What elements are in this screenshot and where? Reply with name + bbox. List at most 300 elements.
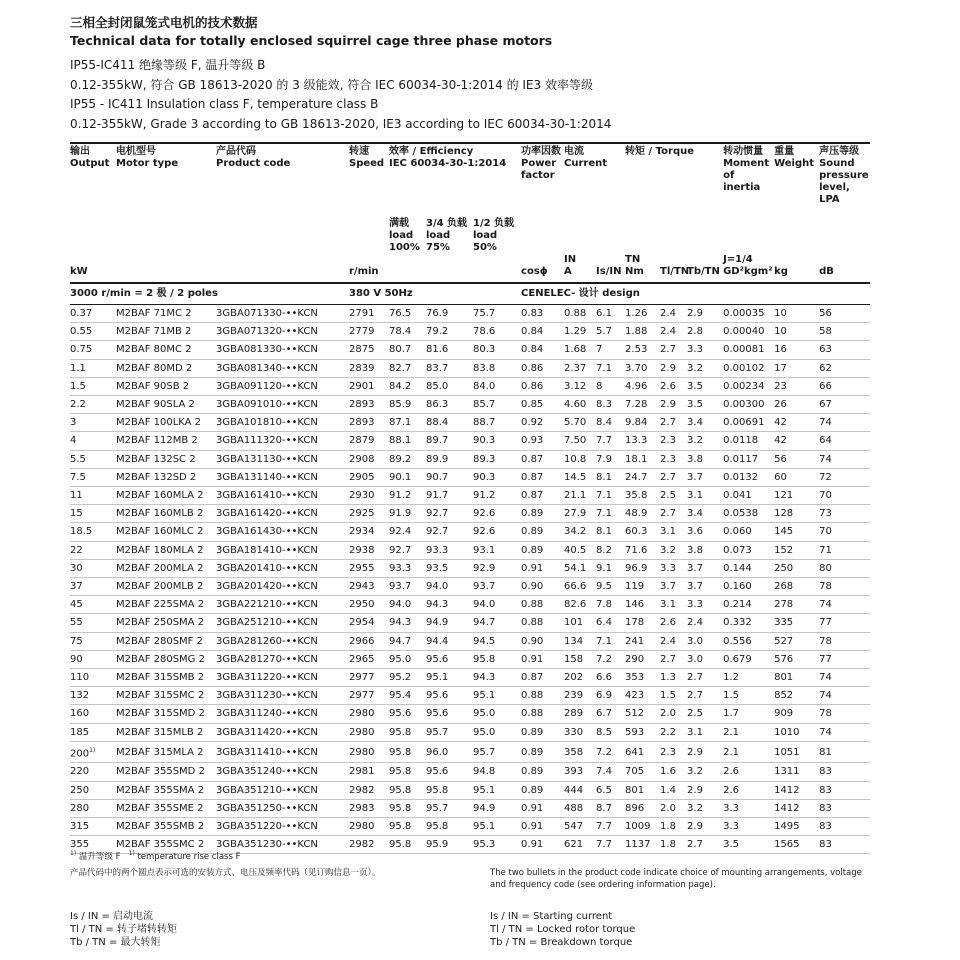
table-row: [70, 705, 870, 723]
cell-eff-75: 76.9: [426, 305, 473, 323]
cell-product-code: 3GBA091010-••KCN: [216, 396, 349, 414]
cell-power-factor: 0.92: [521, 414, 564, 432]
cell-weight: 268: [774, 578, 819, 596]
cell-eff-50: 94.9: [473, 799, 521, 817]
table-row: [70, 741, 870, 763]
cell-speed: 2977: [349, 669, 389, 687]
cell-weight: 145: [774, 523, 819, 541]
power-factor-unit: cosϕ: [521, 254, 564, 283]
cell-eff-100: 87.1: [389, 414, 426, 432]
cell-sound: 83: [819, 818, 870, 836]
cell-output: 200$^{1)}$: [70, 741, 116, 763]
cell-tl-tn: 2.0: [660, 705, 687, 723]
cell-inertia: 0.0132: [723, 468, 774, 486]
cell-tl-tn: 2.9: [660, 359, 687, 377]
legend-chinese: [70, 910, 177, 949]
cell-output: 0.37: [70, 305, 116, 323]
cell-eff-50: 94.5: [473, 632, 521, 650]
cell-sound: 81: [819, 741, 870, 763]
cell-inertia: 1.5: [723, 687, 774, 705]
spec-line-3: IP55 - IC411 Insulation class F, temperature class B: [70, 97, 379, 111]
cell-output: 45: [70, 596, 116, 614]
cell-tb-tn: 3.3: [687, 341, 723, 359]
cell-power-factor: 0.87: [521, 468, 564, 486]
cell-tl-tn: 2.6: [660, 614, 687, 632]
cell-is-in: 6.5: [596, 781, 625, 799]
cell-output: 355: [70, 836, 116, 854]
cell-eff-50: 93.1: [473, 541, 521, 559]
cell-tl-tn: 2.4: [660, 305, 687, 323]
cell-tl-tn: 3.1: [660, 523, 687, 541]
cell-motor-type: M2BAF 160MLC 2: [116, 523, 216, 541]
eff-full-load-header: 满载 load 100%: [389, 218, 420, 253]
cell-eff-100: 91.9: [389, 505, 426, 523]
cell-is-in: 7.9: [596, 450, 625, 468]
cell-speed: 2980: [349, 723, 389, 741]
cell-current: 202: [564, 669, 596, 687]
cell-inertia: 3.5: [723, 836, 774, 854]
cell-current: 4.60: [564, 396, 596, 414]
cell-product-code: 3GBA161420-••KCN: [216, 505, 349, 523]
cell-motor-type: M2BAF 280SMF 2: [116, 632, 216, 650]
cell-eff-50: 94.0: [473, 596, 521, 614]
cell-tb-tn: 2.9: [687, 818, 723, 836]
cell-current: 547: [564, 818, 596, 836]
cell-power-factor: 0.86: [521, 359, 564, 377]
cell-motor-type: M2BAF 315SMC 2: [116, 687, 216, 705]
cell-is-in: 8.5: [596, 723, 625, 741]
cell-tb-tn: 2.4: [687, 614, 723, 632]
table-row: [70, 523, 870, 541]
table-row: [70, 614, 870, 632]
cell-inertia: 0.214: [723, 596, 774, 614]
cell-eff-100: 95.8: [389, 781, 426, 799]
legend-en-breakdown: Tb / TN = Breakdown torque: [490, 937, 633, 948]
cell-current: 158: [564, 650, 596, 668]
cell-tl-tn: 1.6: [660, 763, 687, 781]
cell-power-factor: 0.89: [521, 741, 564, 763]
cell-torque-tn: 146: [625, 596, 660, 614]
cell-speed: 2879: [349, 432, 389, 450]
cell-sound: 74: [819, 596, 870, 614]
cell-tb-tn: 3.4: [687, 505, 723, 523]
cell-eff-50: 91.2: [473, 487, 521, 505]
cell-sound: 74: [819, 669, 870, 687]
cell-eff-50: 95.1: [473, 781, 521, 799]
cell-is-in: 7: [596, 341, 625, 359]
cell-is-in: 9.1: [596, 559, 625, 577]
col-inertia-header: 转动惯量 Moment of inertia: [723, 143, 774, 206]
cell-eff-75: 94.9: [426, 614, 473, 632]
cell-sound: 78: [819, 578, 870, 596]
cell-torque-tn: 423: [625, 687, 660, 705]
table-row: [70, 541, 870, 559]
cell-torque-tn: 1009: [625, 818, 660, 836]
cell-torque-tn: 290: [625, 650, 660, 668]
cell-current: 239: [564, 687, 596, 705]
cell-eff-100: 89.2: [389, 450, 426, 468]
cell-eff-75: 86.3: [426, 396, 473, 414]
speed-unit: r/min: [349, 254, 389, 283]
cell-eff-75: 94.0: [426, 578, 473, 596]
cell-current: 21.1: [564, 487, 596, 505]
cell-eff-100: 82.7: [389, 359, 426, 377]
cell-motor-type: M2BAF 180MLA 2: [116, 541, 216, 559]
cell-tb-tn: 3.2: [687, 799, 723, 817]
cell-sound: 67: [819, 396, 870, 414]
col-speed-header: 转速 Speed: [349, 143, 389, 206]
cell-power-factor: 0.91: [521, 836, 564, 854]
cell-eff-50: 83.8: [473, 359, 521, 377]
cell-weight: 576: [774, 650, 819, 668]
cell-eff-100: 95.8: [389, 799, 426, 817]
cell-tb-tn: 3.7: [687, 578, 723, 596]
cell-motor-type: M2BAF 160MLB 2: [116, 505, 216, 523]
cell-torque-tn: 119: [625, 578, 660, 596]
cell-tb-tn: 3.1: [687, 723, 723, 741]
cell-weight: 527: [774, 632, 819, 650]
cell-product-code: 3GBA311240-••KCN: [216, 705, 349, 723]
cell-speed: 2980: [349, 741, 389, 763]
cell-product-code: 3GBA221210-••KCN: [216, 596, 349, 614]
cell-is-in: 6.1: [596, 305, 625, 323]
cell-eff-75: 95.1: [426, 669, 473, 687]
cell-speed: 2980: [349, 705, 389, 723]
cell-torque-tn: 24.7: [625, 468, 660, 486]
cell-motor-type: M2BAF 280SMG 2: [116, 650, 216, 668]
table-row: [70, 559, 870, 577]
cell-eff-75: 92.7: [426, 523, 473, 541]
section-speed-label: 3000 r/min = 2 极 / 2 poles: [70, 283, 349, 305]
cell-sound: 83: [819, 763, 870, 781]
cell-eff-100: 88.1: [389, 432, 426, 450]
cell-motor-type: M2BAF 355SMB 2: [116, 818, 216, 836]
legend-cn-breakdown: Tb / TN = 最大转矩: [70, 937, 161, 948]
cell-speed: 2925: [349, 505, 389, 523]
cell-eff-75: 95.6: [426, 763, 473, 781]
cell-torque-tn: 35.8: [625, 487, 660, 505]
cell-output: 5.5: [70, 450, 116, 468]
cell-inertia: 0.00035: [723, 305, 774, 323]
table-row: [70, 341, 870, 359]
cell-tl-tn: 2.4: [660, 632, 687, 650]
cell-eff-50: 85.7: [473, 396, 521, 414]
cell-product-code: 3GBA351220-••KCN: [216, 818, 349, 836]
cell-product-code: 3GBA281260-••KCN: [216, 632, 349, 650]
cell-inertia: 0.0118: [723, 432, 774, 450]
cell-speed: 2893: [349, 414, 389, 432]
cell-eff-50: 95.8: [473, 650, 521, 668]
cell-eff-100: 95.8: [389, 741, 426, 763]
cell-is-in: 7.7: [596, 836, 625, 854]
col-torque-header: 转矩 / Torque: [625, 143, 723, 206]
col-efficiency-header: 效率 / Efficiency IEC 60034-30-1:2014: [389, 143, 521, 206]
cell-tl-tn: 3.3: [660, 559, 687, 577]
cell-eff-50: 89.3: [473, 450, 521, 468]
cell-product-code: 3GBA091120-••KCN: [216, 377, 349, 395]
cell-power-factor: 0.86: [521, 377, 564, 395]
cell-power-factor: 0.87: [521, 669, 564, 687]
cell-sound: 83: [819, 836, 870, 854]
cell-is-in: 8.7: [596, 799, 625, 817]
cell-tl-tn: 2.7: [660, 341, 687, 359]
cell-output: 315: [70, 818, 116, 836]
cell-weight: 10: [774, 305, 819, 323]
cell-output: 1.5: [70, 377, 116, 395]
cell-inertia: 0.144: [723, 559, 774, 577]
cell-torque-tn: 96.9: [625, 559, 660, 577]
cell-tb-tn: 3.5: [687, 377, 723, 395]
cell-product-code: 3GBA281270-••KCN: [216, 650, 349, 668]
table-row: [70, 487, 870, 505]
table-row: [70, 687, 870, 705]
cell-inertia: 0.00102: [723, 359, 774, 377]
cell-eff-75: 95.6: [426, 687, 473, 705]
cell-tb-tn: 3.6: [687, 523, 723, 541]
cell-weight: 26: [774, 396, 819, 414]
cell-tl-tn: 2.7: [660, 468, 687, 486]
cell-eff-100: 95.8: [389, 836, 426, 854]
cell-product-code: 3GBA351230-••KCN: [216, 836, 349, 854]
cell-sound: 83: [819, 799, 870, 817]
cell-is-in: 7.7: [596, 818, 625, 836]
cell-inertia: 2.6: [723, 763, 774, 781]
cell-tb-tn: 3.2: [687, 763, 723, 781]
cell-inertia: 0.00691: [723, 414, 774, 432]
cell-is-in: 6.9: [596, 687, 625, 705]
cell-tl-tn: 1.5: [660, 687, 687, 705]
cell-tl-tn: 2.3: [660, 432, 687, 450]
cell-output: 4: [70, 432, 116, 450]
cell-motor-type: M2BAF 200MLB 2: [116, 578, 216, 596]
cell-power-factor: 0.89: [521, 541, 564, 559]
cell-motor-type: M2BAF 90SLA 2: [116, 396, 216, 414]
cell-tb-tn: 2.7: [687, 669, 723, 687]
cell-weight: 16: [774, 341, 819, 359]
cell-eff-100: 84.2: [389, 377, 426, 395]
cell-weight: 1412: [774, 781, 819, 799]
table-row: [70, 781, 870, 799]
cell-weight: 250: [774, 559, 819, 577]
cell-product-code: 3GBA071330-••KCN: [216, 305, 349, 323]
cell-motor-type: M2BAF 100LKA 2: [116, 414, 216, 432]
cell-inertia: 1.2: [723, 669, 774, 687]
cell-speed: 2791: [349, 305, 389, 323]
cell-current: 5.70: [564, 414, 596, 432]
cell-sound: 62: [819, 359, 870, 377]
cell-sound: 70: [819, 487, 870, 505]
current-ratio-header: Is/IN: [596, 254, 625, 283]
cell-weight: 852: [774, 687, 819, 705]
cell-eff-50: 78.6: [473, 323, 521, 341]
cell-current: 14.5: [564, 468, 596, 486]
table-row: [70, 723, 870, 741]
cell-product-code: 3GBA351240-••KCN: [216, 763, 349, 781]
cell-tl-tn: 2.3: [660, 741, 687, 763]
cell-product-code: 3GBA131140-••KCN: [216, 468, 349, 486]
cell-speed: 2930: [349, 487, 389, 505]
cell-torque-tn: 1.88: [625, 323, 660, 341]
cell-current: 358: [564, 741, 596, 763]
cell-speed: 2901: [349, 377, 389, 395]
cell-output: 90: [70, 650, 116, 668]
cell-torque-tn: 3.70: [625, 359, 660, 377]
cell-tb-tn: 2.9: [687, 741, 723, 763]
cell-tb-tn: 2.5: [687, 705, 723, 723]
table-row: [70, 632, 870, 650]
cell-power-factor: 0.90: [521, 632, 564, 650]
cell-speed: 2950: [349, 596, 389, 614]
cell-is-in: 8.4: [596, 414, 625, 432]
cell-torque-tn: 13.3: [625, 432, 660, 450]
cell-tb-tn: 3.2: [687, 432, 723, 450]
cell-power-factor: 0.93: [521, 432, 564, 450]
cell-motor-type: M2BAF 71MC 2: [116, 305, 216, 323]
cell-weight: 801: [774, 669, 819, 687]
cell-eff-50: 92.6: [473, 505, 521, 523]
cell-power-factor: 0.87: [521, 450, 564, 468]
cell-eff-100: 95.8: [389, 818, 426, 836]
cell-inertia: 0.679: [723, 650, 774, 668]
cell-current: 34.2: [564, 523, 596, 541]
cell-motor-type: M2BAF 355SME 2: [116, 799, 216, 817]
cell-torque-tn: 353: [625, 669, 660, 687]
cell-torque-tn: 801: [625, 781, 660, 799]
cell-speed: 2966: [349, 632, 389, 650]
cell-sound: 74: [819, 687, 870, 705]
table-row: [70, 669, 870, 687]
cell-eff-75: 93.5: [426, 559, 473, 577]
cell-is-in: 7.7: [596, 432, 625, 450]
cell-speed: 2908: [349, 450, 389, 468]
cell-weight: 1412: [774, 799, 819, 817]
cell-power-factor: 0.83: [521, 305, 564, 323]
cell-is-in: 7.2: [596, 650, 625, 668]
cell-eff-75: 95.6: [426, 650, 473, 668]
cell-eff-100: 90.1: [389, 468, 426, 486]
cell-inertia: 0.556: [723, 632, 774, 650]
cell-power-factor: 0.89: [521, 723, 564, 741]
cell-current: 1.68: [564, 341, 596, 359]
cell-tb-tn: 3.0: [687, 632, 723, 650]
cell-speed: 2779: [349, 323, 389, 341]
cell-speed: 2965: [349, 650, 389, 668]
cell-eff-100: 85.9: [389, 396, 426, 414]
cell-tl-tn: 1.3: [660, 669, 687, 687]
cell-current: 393: [564, 763, 596, 781]
cell-tb-tn: 2.9: [687, 305, 723, 323]
table-row: [70, 505, 870, 523]
cell-motor-type: M2BAF 132SD 2: [116, 468, 216, 486]
cell-sound: 74: [819, 414, 870, 432]
cell-torque-tn: 71.6: [625, 541, 660, 559]
cell-weight: 1051: [774, 741, 819, 763]
cell-output: 2.2: [70, 396, 116, 414]
cell-is-in: 6.6: [596, 669, 625, 687]
cell-tb-tn: 2.8: [687, 323, 723, 341]
cell-weight: 42: [774, 414, 819, 432]
legend-english: [490, 910, 635, 949]
cell-weight: 909: [774, 705, 819, 723]
cell-current: 101: [564, 614, 596, 632]
cell-current: 54.1: [564, 559, 596, 577]
cell-motor-type: M2BAF 355SMA 2: [116, 781, 216, 799]
table-row: [70, 323, 870, 341]
col-weight-header: 重量 Weight: [774, 143, 819, 206]
section-design: CENELEC- 设计 design: [521, 283, 870, 305]
cell-eff-75: 95.8: [426, 818, 473, 836]
cell-weight: 1311: [774, 763, 819, 781]
cell-motor-type: M2BAF 200MLA 2: [116, 559, 216, 577]
cell-tb-tn: 2.9: [687, 781, 723, 799]
cell-eff-50: 94.8: [473, 763, 521, 781]
cell-eff-50: 75.7: [473, 305, 521, 323]
cell-eff-75: 79.2: [426, 323, 473, 341]
cell-speed: 2943: [349, 578, 389, 596]
cell-tb-tn: 3.3: [687, 596, 723, 614]
col-sound-header: 声压等级 Sound pressure level, LPA: [819, 143, 870, 206]
spec-line-2: 0.12-355kW, 符合 GB 18613-2020 的 3 级能效, 符合 IEC 60034-30-1:2014 的 IE3 效率等级: [70, 77, 593, 92]
cell-sound: 58: [819, 323, 870, 341]
cell-power-factor: 0.89: [521, 523, 564, 541]
cell-output: 185: [70, 723, 116, 741]
cell-speed: 2980: [349, 818, 389, 836]
cell-speed: 2977: [349, 687, 389, 705]
cell-eff-75: 91.7: [426, 487, 473, 505]
cell-product-code: 3GBA351250-••KCN: [216, 799, 349, 817]
cell-current: 66.6: [564, 578, 596, 596]
cell-eff-75: 95.6: [426, 705, 473, 723]
cell-tl-tn: 3.1: [660, 596, 687, 614]
cell-tb-tn: 3.1: [687, 487, 723, 505]
cell-weight: 56: [774, 450, 819, 468]
cell-power-factor: 0.91: [521, 799, 564, 817]
legend-en-locked: Tl / TN = Locked rotor torque: [490, 924, 636, 935]
cell-sound: 66: [819, 377, 870, 395]
cell-motor-type: M2BAF 315MLA 2: [116, 741, 216, 763]
cell-weight: 121: [774, 487, 819, 505]
cell-motor-type: M2BAF 80MC 2: [116, 341, 216, 359]
cell-sound: 74: [819, 723, 870, 741]
cell-tl-tn: 2.7: [660, 505, 687, 523]
cell-speed: 2934: [349, 523, 389, 541]
cell-current: 289: [564, 705, 596, 723]
cell-inertia: 0.332: [723, 614, 774, 632]
cell-is-in: 8.1: [596, 468, 625, 486]
cell-motor-type: M2BAF 71MB 2: [116, 323, 216, 341]
cell-is-in: 8.3: [596, 396, 625, 414]
cell-tl-tn: 1.8: [660, 818, 687, 836]
cell-weight: 17: [774, 359, 819, 377]
cell-output: 220: [70, 763, 116, 781]
cell-inertia: 2.1: [723, 741, 774, 763]
cell-speed: 2981: [349, 763, 389, 781]
cell-eff-75: 89.7: [426, 432, 473, 450]
cell-weight: 10: [774, 323, 819, 341]
table-row: [70, 377, 870, 395]
cell-torque-tn: 512: [625, 705, 660, 723]
cell-tl-tn: 2.0: [660, 799, 687, 817]
cell-current: 1.29: [564, 323, 596, 341]
cell-product-code: 3GBA111320-••KCN: [216, 432, 349, 450]
cell-speed: 2905: [349, 468, 389, 486]
cell-inertia: 0.00300: [723, 396, 774, 414]
cell-product-code: 3GBA311410-••KCN: [216, 741, 349, 763]
cell-eff-75: 85.0: [426, 377, 473, 395]
cell-output: 280: [70, 799, 116, 817]
cell-motor-type: M2BAF 160MLA 2: [116, 487, 216, 505]
cell-torque-tn: 705: [625, 763, 660, 781]
